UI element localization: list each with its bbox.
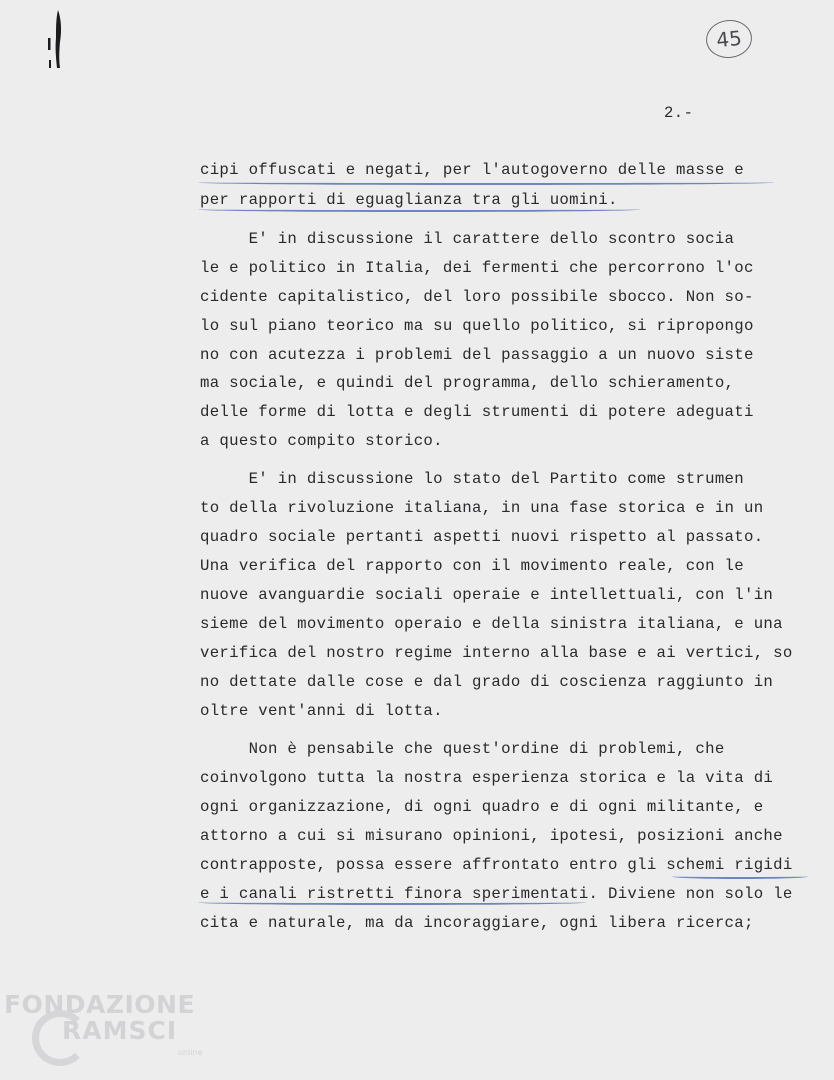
watermark-line2: RAMSCI xyxy=(62,1016,178,1045)
text-line: cipi offuscati e negati, per l'autogoverno delle masse e xyxy=(200,161,744,179)
text-line: attorno a cui si misurano opinioni, ipotesi, posizioni anche xyxy=(200,827,783,845)
text-line: E' in discussione il carattere dello scontro socia xyxy=(200,230,735,248)
text-line: oltre vent'anni di lotta. xyxy=(200,702,443,720)
text-line: sieme del movimento operaio e della sinistra italiana, e una xyxy=(200,615,783,633)
text-line: ogni organizzazione, di ogni quadro e di ogni militante, e xyxy=(200,798,764,816)
text-line: ma sociale, e quindi del programma, dello schieramento, xyxy=(200,374,735,392)
text-line: to della rivoluzione italiana, in una fase storica e in un xyxy=(200,499,764,517)
blue-pen-underline xyxy=(198,900,586,905)
ink-mark-icon xyxy=(48,8,70,70)
text-line: coinvolgono tutta la nostra esperienza storica e la vita di xyxy=(200,769,774,787)
watermark xyxy=(0,988,210,1068)
text-line: per rapporti di eguaglianza tra gli uomini. xyxy=(200,191,618,209)
page-number: 2.- xyxy=(664,104,694,122)
text-line: quadro sociale pertanti aspetti nuovi rispetto al passato. xyxy=(200,528,764,546)
text-line: cidente capitalistico, del loro possibile sbocco. Non so- xyxy=(200,288,754,306)
archive-number: 45 xyxy=(704,18,754,61)
text-line: contrapposte, possa essere affrontato entro gli schemi rigidi xyxy=(200,856,793,874)
text-line: no dettate dalle cose e dal grado di coscienza raggiunto in xyxy=(200,673,774,691)
text-line: e i canali ristretti finora sperimentati. Diviene non solo le xyxy=(200,885,793,903)
blue-pen-underline xyxy=(198,180,774,185)
text-line: E' in discussione lo stato del Partito come strumen xyxy=(200,470,744,488)
watermark-line1: FONDAZIONE xyxy=(4,990,196,1019)
text-line: no con acutezza i problemi del passaggio a un nuovo siste xyxy=(200,346,754,364)
text-line: verifica del nostro regime interno alla base e ai vertici, so xyxy=(200,644,793,662)
watermark-line3: online xyxy=(178,1048,203,1057)
text-line: Una verifica del rapporto con il movimento reale, con le xyxy=(200,557,744,575)
text-line: delle forme di lotta e degli strumenti di potere adeguati xyxy=(200,403,754,421)
blue-pen-underline xyxy=(198,207,640,212)
text-line: a questo compito storico. xyxy=(200,432,443,450)
text-line: lo sul piano teorico ma su quello politico, si ripropongo xyxy=(200,317,754,335)
text-line: Non è pensabile che quest'ordine di problemi, che xyxy=(200,740,725,758)
text-line: nuove avanguardie sociali operaie e intellettuali, con l'in xyxy=(200,586,774,604)
blue-pen-underline xyxy=(672,874,808,879)
text-line: cita e naturale, ma da incoraggiare, ogni libera ricerca; xyxy=(200,914,754,932)
text-line: le e politico in Italia, dei fermenti che percorrono l'oc xyxy=(200,259,754,277)
